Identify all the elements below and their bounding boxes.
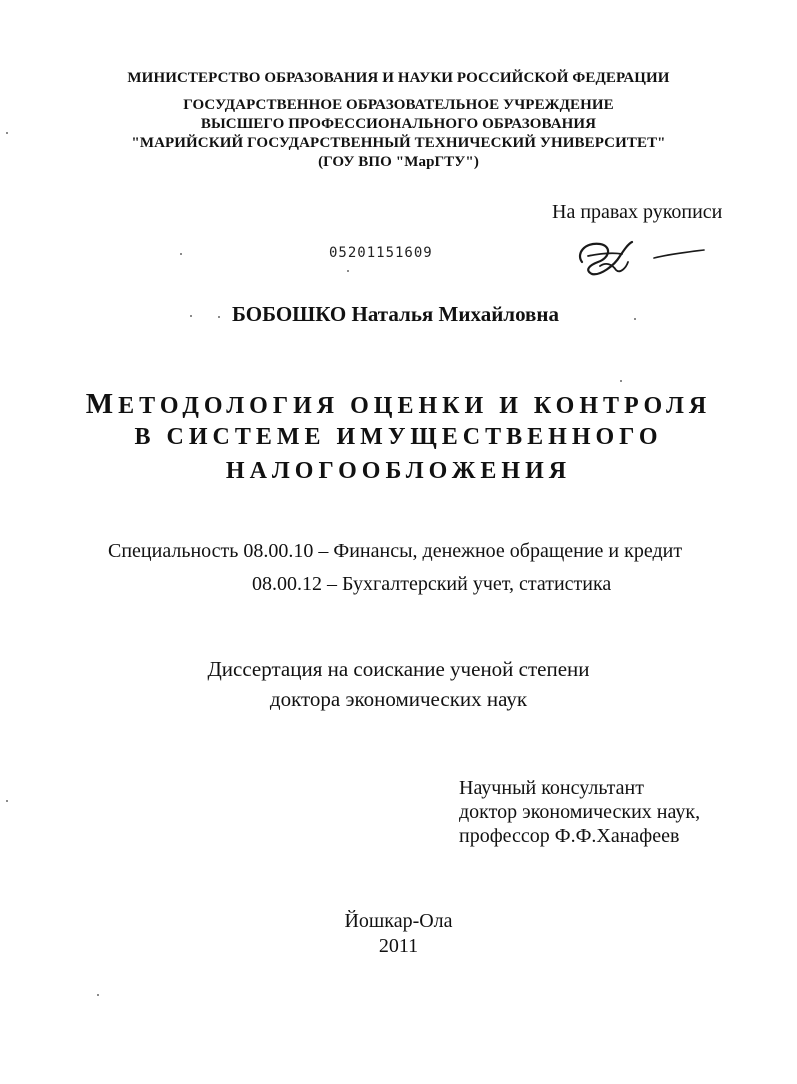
title-initial-letter: М <box>85 388 119 420</box>
scan-speck <box>634 318 636 320</box>
scan-speck <box>97 994 99 996</box>
year: 2011 <box>378 935 419 957</box>
institution-line-2: ВЫСШЕГО ПРОФЕССИОНАЛЬНОГО ОБРАЗОВАНИЯ <box>200 116 597 132</box>
scan-speck <box>180 253 182 255</box>
title-line-3: НАЛОГООБЛОЖЕНИЯ <box>225 458 572 484</box>
scan-speck <box>6 800 8 802</box>
scan-speck <box>620 380 622 382</box>
degree-line-2: доктора экономических наук <box>269 687 528 711</box>
consultant-name: профессор Ф.Ф.Ханафеев <box>459 825 680 847</box>
scan-speck <box>218 316 220 318</box>
ministry-heading: МИНИСТЕРСТВО ОБРАЗОВАНИЯ И НАУКИ РОССИЙСКОЙ ФЕДЕРАЦИИ <box>127 70 670 86</box>
consultant-label: Научный консультант <box>459 777 644 799</box>
institution-line-4: (ГОУ ВПО "МарГТУ") <box>318 154 479 170</box>
signature-mark <box>570 232 710 280</box>
title-line-2: В СИСТЕМЕ ИМУЩЕСТВЕННОГО <box>134 424 663 450</box>
city: Йошкар-Ола <box>344 910 453 932</box>
consultant-degree: доктор экономических наук, <box>459 801 701 823</box>
scan-speck <box>190 315 192 317</box>
specialty-line-2: 08.00.12 – Бухгалтерский учет, статистика <box>252 573 612 595</box>
author-name: БОБОШКО Наталья Михайловна <box>232 302 559 326</box>
title-line-1 <box>0 388 797 421</box>
registration-number: 05201151609 <box>329 245 433 261</box>
scan-speck <box>6 132 8 134</box>
manuscript-note: На правах рукописи <box>552 201 723 223</box>
scan-speck <box>347 270 349 272</box>
institution-line-3: "МАРИЙСКИЙ ГОСУДАРСТВЕННЫЙ ТЕХНИЧЕСКИЙ УНИВЕРСИТЕТ" <box>131 135 666 151</box>
title-line-1-text: ЕТОДОЛОГИЯ ОЦЕНКИ И КОНТРОЛЯ <box>118 393 712 419</box>
institution-line-1: ГОСУДАРСТВЕННОЕ ОБРАЗОВАТЕЛЬНОЕ УЧРЕЖДЕНИЕ <box>183 97 614 113</box>
degree-line-1: Диссертация на соискание ученой степени <box>207 657 590 681</box>
specialty-line-1: Специальность 08.00.10 – Финансы, денежное обращение и кредит <box>108 540 683 562</box>
